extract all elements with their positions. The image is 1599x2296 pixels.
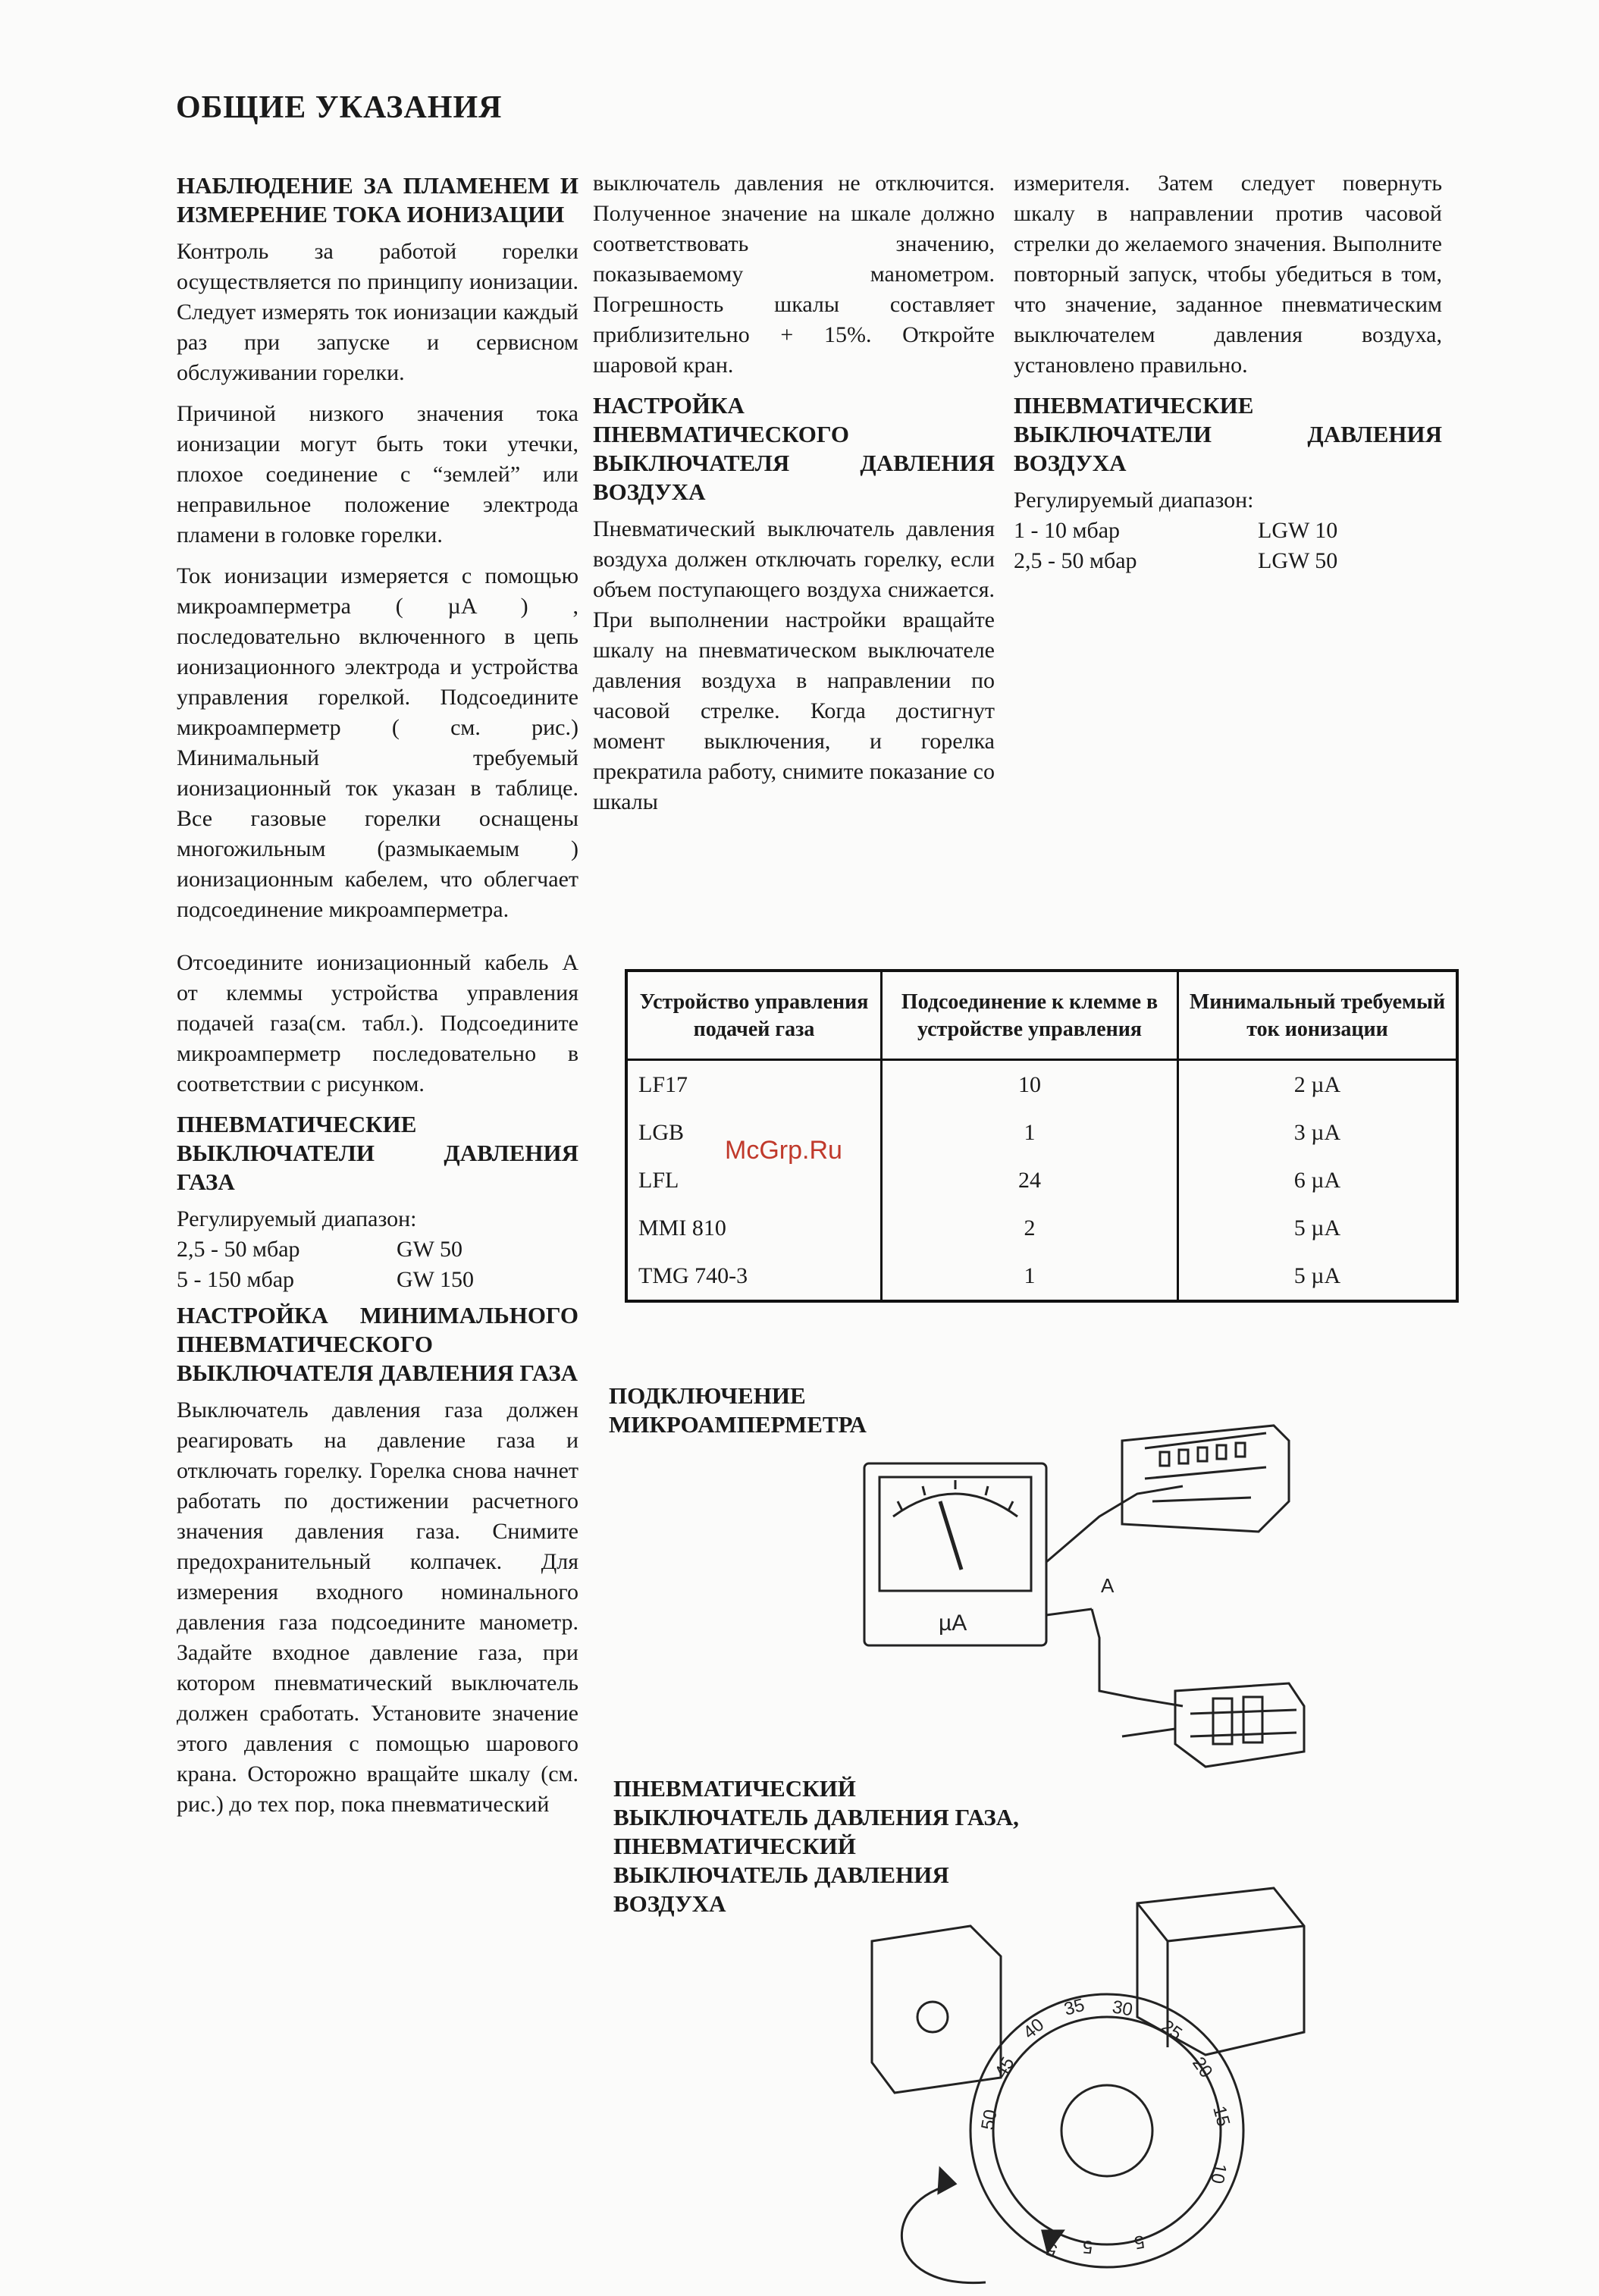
meter-scale-arc (893, 1494, 1017, 1517)
cable-to-block (1046, 1486, 1183, 1562)
air-range-row (1014, 546, 1442, 576)
rotation-arrow (901, 2184, 986, 2283)
pressure-switch-diagram (849, 1880, 1342, 2290)
air-setup-heading: НАСТРОЙКА ПНЕВМАТИЧЕСКОГО ВЫКЛЮЧАТЕЛЯ ДАВЛЕНИЯ ВОЗДУХА (593, 392, 995, 505)
dial-number: 45 (990, 2053, 1019, 2081)
microammeter-diagram (849, 1410, 1319, 1789)
air-range-model: LGW 10 (1258, 518, 1338, 543)
electrode-assembly (1175, 1683, 1304, 1767)
ionization-paragraph-1: Контроль за работой горелки осуществляется по принципу ионизации. Следует измерять ток ионизации каждый раз при запуске и сервисном обслуживании горелки. (177, 239, 578, 385)
air-range-value: 2,5 - 50 мбар (1014, 548, 1137, 573)
min-gas-switch-heading: НАСТРОЙКА МИНИМАЛЬНОГО ПНЕВМАТИЧЕСКОГО ВЫКЛЮЧАТЕЛЯ ДАВЛЕНИЯ ГАЗА (177, 1302, 578, 1386)
device-cell: LGB (626, 1109, 882, 1156)
ionization-cable (1092, 1609, 1183, 1706)
watermark: McGrp.Ru (725, 1136, 842, 1165)
meter-unit-label: µA (939, 1611, 967, 1636)
air-range-model: LGW 50 (1258, 548, 1338, 573)
meter-needle (940, 1501, 961, 1570)
terminal-cell: 1 (882, 1252, 1178, 1301)
header-current: Минимальный требуемый ток ионизации (1178, 971, 1458, 1060)
gas-range-model: GW 50 (397, 1237, 462, 1262)
gas-range-row (177, 1265, 578, 1295)
column-2 (593, 168, 995, 828)
dial-number: 5 (1081, 2235, 1094, 2257)
ionization-paragraph-3: Ток ионизации измеряется с помощью микроамперметра ( µA ) , последовательно включенного в цепь ионизационного электрода и устройства управления горелкой. Подсоедините микроамперметр ( см. рис.) Минимальный требуемый ионизационный ток указан в таблице. Все газовые горелки оснащены многожильным (размыкаемым ) ионизационным кабелем, что облегчает подсоединение микроамперметра. (177, 563, 578, 922)
pressure-dial (970, 1994, 1243, 2267)
dial-number: 10 (1206, 2161, 1231, 2185)
header-device: Устройство управления подачей газа (626, 971, 882, 1060)
column-3 (1014, 168, 1442, 576)
current-cell: 5 µA (1293, 1262, 1341, 1288)
current-cell: 6 µA (1293, 1167, 1341, 1193)
air-range-row (1014, 516, 1442, 546)
ionization-paragraph-4: Отсоедините ионизационный кабель А от клеммы устройства управления подачей газа(см. табл.). Подсоедините микроамперметр последовательно в соответствии с рисунком. (177, 950, 578, 1096)
device-cell: MMI 810 (626, 1204, 882, 1252)
gas-range-model: GW 150 (397, 1267, 474, 1292)
meter-lead (1046, 1609, 1092, 1615)
air-range-label: Регулируемый диапазон: (1014, 488, 1254, 513)
table-header-row (626, 971, 1457, 1060)
air-setup-paragraph: Пневматический выключатель давления воздуха должен отключать горелку, если объем поступающего воздуха снижается. При выполнении настройки вращайте шкалу на пневматическом выключателе давления воздуха в направлении по часовой стрелке. Когда достигнут момент выключения, и горелка прекратила работу, снимите показание со шкалы (593, 516, 995, 814)
cable-a-label: A (1101, 1574, 1115, 1597)
ionization-paragraph-2: Причиной низкого значения тока ионизации могут быть токи утечки, плохое соединение с “землей” или неправильное положение электрода пламени в головке горелки. (177, 401, 578, 547)
gas-setup-continued: выключатель давления не отключится. Полученное значение на шкале должно соответствовать значению, показываемому манометром. Погрешность шкалы составляет приблизительно + 15%. Откройте шаровой кран. (593, 171, 995, 378)
gas-range-value: 5 - 150 мбар (177, 1267, 295, 1292)
device-cell: LFL (626, 1156, 882, 1204)
column-1 (177, 168, 578, 1830)
gas-range-label: Регулируемый диапазон: (177, 1206, 417, 1231)
gas-switch-heading: ПНЕВМАТИЧЕСКИЕ ВЫКЛЮЧАТЕЛИ ДАВЛЕНИЯ ГАЗА (177, 1111, 578, 1195)
gas-range-row (177, 1234, 578, 1265)
air-setup-continued: измерителя. Затем следует повернуть шкалу в направлении против часовой стрелки до желаемого значения. Выполните повторный запуск, чтобы убедиться в том, что значение, заданное пневматическим выключателем давления воздуха, установлено правильно. (1014, 171, 1442, 378)
dial-number: 5 (1132, 2231, 1146, 2254)
ionization-heading: НАБЛЮДЕНИЕ ЗА ПЛАМЕНЕМ И ИЗМЕРЕНИЕ ТОКА ИОНИЗАЦИИ (177, 172, 578, 227)
terminal-cell: 2 (882, 1204, 1178, 1252)
table-row (626, 1060, 1457, 1109)
header-terminal: Подсоединение к клемме в устройстве управления (882, 971, 1178, 1060)
current-cell: 3 µA (1293, 1119, 1341, 1145)
min-gas-paragraph: Выключатель давления газа должен реагировать на давление газа и отключать горелку. Горелка снова начнет работать по достижении расчетного значения давления газа. Снимите предохранительный колпачек. Для измерения входного номинального давления газа подсоедините манометр. Задайте входное давление газа, при котором пневматический выключатель должен сработать. Установите значение этого давления с помощью шарового крана. Осторожно вращайте шкалу (см. рис.) до тех пор, пока пневматический (177, 1397, 578, 1817)
device-cell: LF17 (626, 1060, 882, 1109)
table-row (626, 1204, 1457, 1252)
device-cell: TMG 740-3 (626, 1252, 882, 1301)
switch-mount (872, 1926, 1001, 2093)
terminal-cell: 10 (882, 1060, 1178, 1109)
terminal-cell: 24 (882, 1156, 1178, 1204)
current-cell: 5 µA (1293, 1215, 1341, 1241)
page-title: ОБЩИЕ УКАЗАНИЯ (176, 90, 503, 125)
current-cell: 2 µA (1293, 1071, 1341, 1097)
dial-number: 30 (1110, 1996, 1134, 2021)
terminal-cell: 1 (882, 1109, 1178, 1156)
dial-number: 35 (1061, 1994, 1087, 2020)
air-switch-heading: ПНЕВМАТИЧЕСКИЕ ВЫКЛЮЧАТЕЛИ ДАВЛЕНИЯ ВОЗДУХА (1014, 392, 1442, 476)
dial-number: 20 (1188, 2053, 1217, 2082)
gas-range-value: 2,5 - 50 мбар (177, 1237, 300, 1262)
dial-number: 40 (1019, 2014, 1049, 2044)
air-range-value: 1 - 10 мбар (1014, 518, 1121, 543)
microammeter-heading: ПОДКЛЮЧЕНИЕ МИКРОАМПЕРМЕТРА (609, 1382, 867, 1438)
pressure-switch-heading: ПНЕВМАТИЧЕСКИЙ ВЫКЛЮЧАТЕЛЬ ДАВЛЕНИЯ ГАЗА, ПНЕВМАТИЧЕСКИЙ ВЫКЛЮЧАТЕЛЬ ДАВЛЕНИЯ ВОЗДУХА (613, 1775, 1019, 1917)
dial-number: 15 (1209, 2103, 1234, 2129)
dial-number: 5 (1043, 2238, 1061, 2261)
dial-number: 50 (977, 2108, 1002, 2132)
dial-number: 25 (1157, 2015, 1186, 2045)
table-row (626, 1252, 1457, 1301)
